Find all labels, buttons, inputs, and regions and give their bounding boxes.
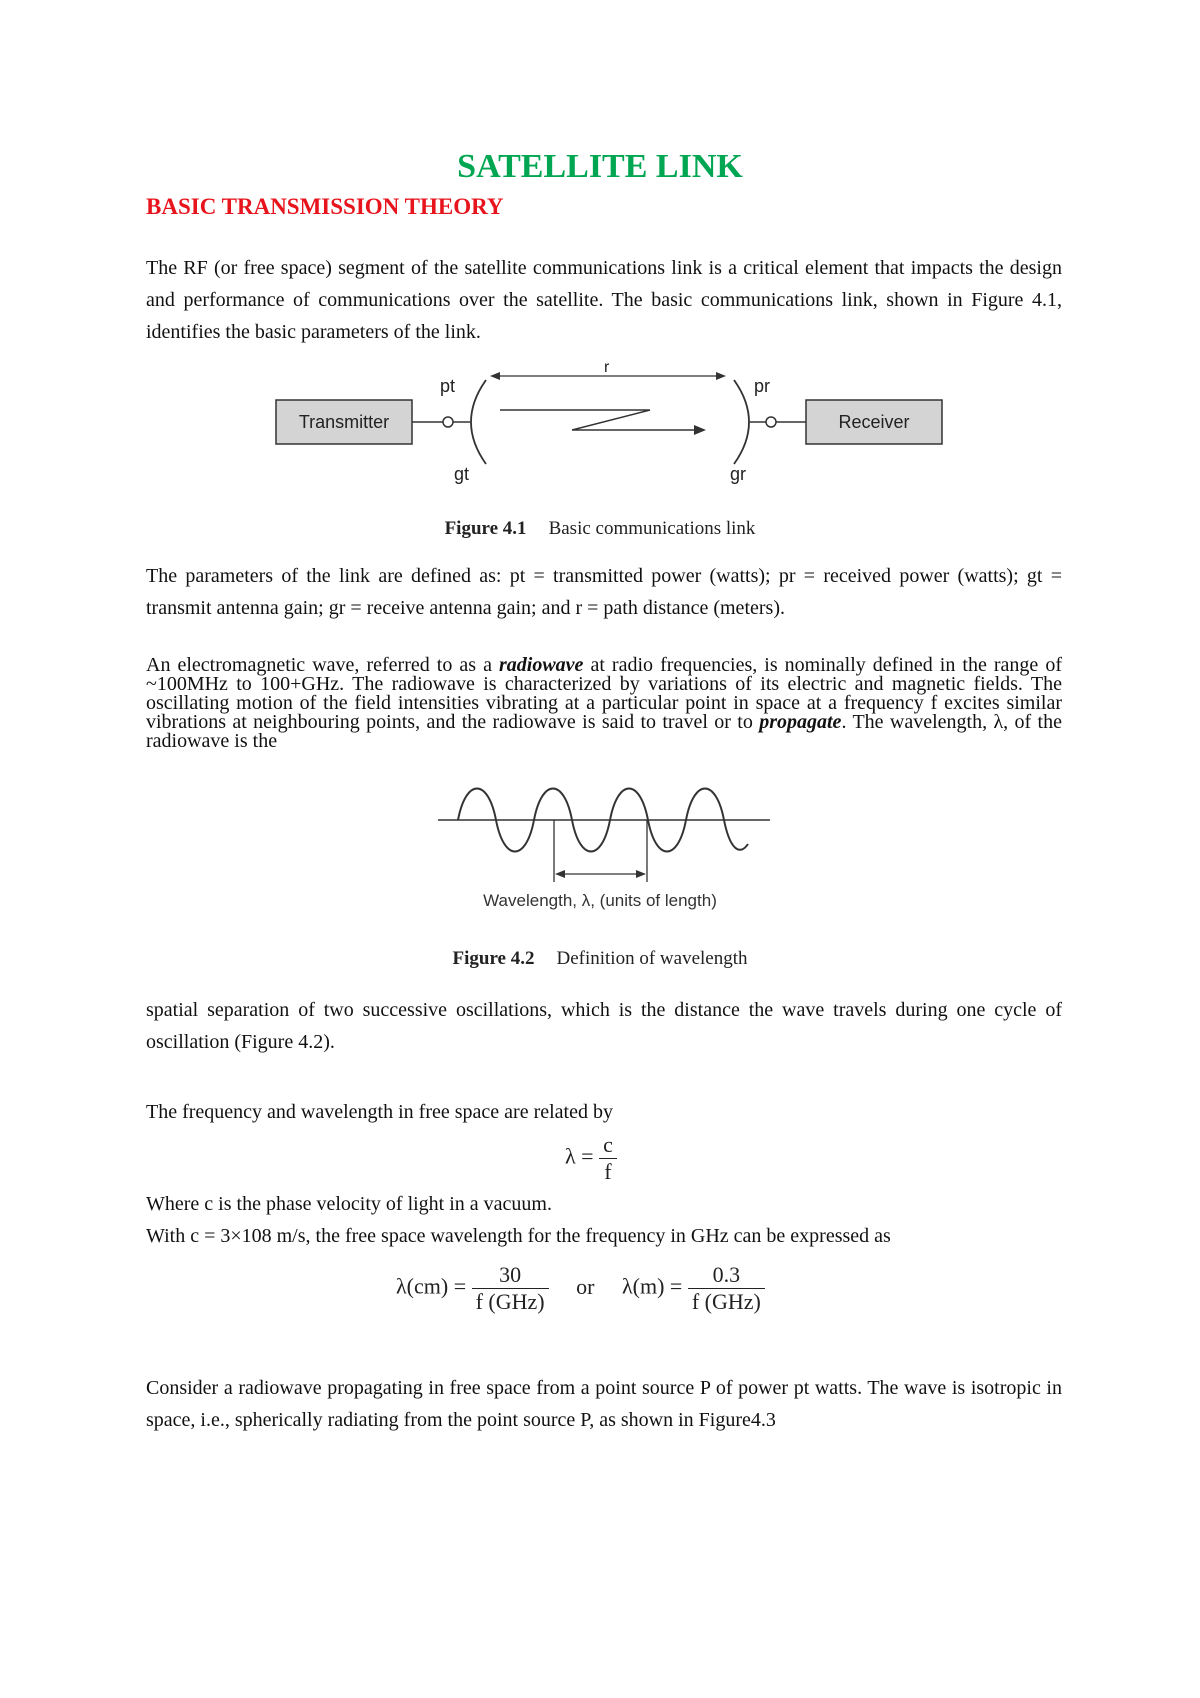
figure-basic-link <box>260 360 960 495</box>
wavelength-paragraph: spatial separation of two successive oscillations, which is the distance the wave travels during one cycle of oscillation (Figure 4.2). <box>146 999 1062 1053</box>
receive-port-icon <box>766 417 776 427</box>
phase-velocity-line: Where c is the phase velocity of light in a vacuum. <box>146 1193 552 1215</box>
pt-label: pt <box>440 376 456 396</box>
radiowave-term: radiowave <box>498 654 584 676</box>
pr-label: pr <box>754 376 771 396</box>
point-source-paragraph: Consider a radiowave propagating in free space from a point source P of power pt watts. The wave is isotropic in space, i.e., spherically radiating from the point source P, as shown in Figure4.3 <box>146 1377 1062 1431</box>
transmit-port-icon <box>443 417 453 427</box>
equation-lambda: λ = $\frac{c}{f}$ <box>565 1132 617 1185</box>
radiowave-paragraph: An electromagnetic wave, referred to as a radiowave at radio frequencies, is nominally defined in the range of ~100MHz to 100+GHz. The radiowave is characterized by variations of its electric and magnetic fields. The oscillating motion of the field intensities vibrating at a particular point in space at a frequency f excites similar vibrations at neighbouring points, and the radiowave is said to travel or to propagate. The wavelength, λ, of the radiowave is the <box>146 654 1062 752</box>
figure-4-1-caption <box>0 518 1200 540</box>
relation-paragraph: The frequency and wavelength in free space are related by <box>146 1101 613 1123</box>
intro-paragraph: The RF (or free space) segment of the satellite communications link is a critical element that impacts the design and performance of communications over the satellite. The basic communications link, shown in Figure 4.1, identifies the basic parameters of the link. <box>146 257 1062 343</box>
figure-4-1-text: Basic communications link <box>548 518 756 539</box>
parameters-paragraph: The parameters of the link are defined as: pt = transmitted power (watts); pr = received power (watts); gt = transmit antenna gain; gr = receive antenna gain; and r = path distance (meters). <box>146 565 1062 619</box>
figure-4-2-text: Definition of wavelength <box>556 948 748 969</box>
distance-r-label: r <box>604 360 610 376</box>
figure-4-2-caption <box>0 948 1200 970</box>
gr-label: gr <box>730 464 747 484</box>
equation-wavelength-ghz: λ(cm) = $\frac{30}{\text{f (GHz)}}$ or λ(m) = $\frac{0.3}{\text{f (GHz)}}$ <box>396 1262 816 1315</box>
transmitter-label: Transmitter <box>298 412 390 432</box>
speed-of-light-line: With c = 3×108 m/s, the free space wavelength for the frequency in GHz can be expressed as <box>146 1225 891 1247</box>
signal-path-icon <box>500 410 700 430</box>
transmit-antenna-icon <box>471 380 486 464</box>
figure-wavelength <box>430 778 780 914</box>
receive-antenna-icon <box>734 380 749 464</box>
section-heading: BASIC TRANSMISSION THEORY <box>146 194 504 219</box>
receiver-label: Receiver <box>838 412 910 432</box>
figure-4-1-number: Figure 4.1 <box>444 518 527 539</box>
gt-label: gt <box>454 464 470 484</box>
propagate-term: propagate <box>759 711 842 733</box>
wavelength-label: Wavelength, λ, (units of length) <box>483 891 717 910</box>
figure-4-2-number: Figure 4.2 <box>452 948 535 969</box>
page-title: SATELLITE LINK <box>457 148 743 185</box>
